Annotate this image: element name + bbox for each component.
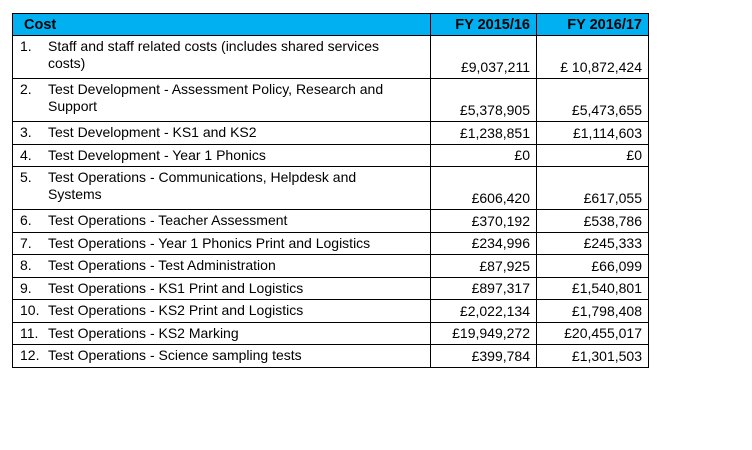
row-description [48,257,426,274]
row-desc-cell [13,232,431,255]
desc-wrap [20,302,426,319]
desc-wrap [20,212,426,229]
row-number: 12. [20,347,40,363]
fy-2015-16-cell: £399,784 [431,345,537,368]
desc-wrap [20,169,426,202]
fy-2016-17-cell: £245,333 [537,232,649,255]
desc-line: Test Operations - Science sampling tests [48,347,302,363]
desc-line: Test Operations - Year 1 Phonics Print and Logistics [48,234,371,251]
row-description [48,235,426,252]
row-description [48,280,426,297]
desc-line: Test Development - Year 1 Phonics [48,146,266,163]
cost-table-body [13,36,649,368]
table-row [13,210,649,233]
row-number: 6. [20,212,32,228]
header-row [13,14,649,36]
desc-wrap [20,147,426,164]
cost-table-header [13,14,649,36]
fy-2016-17-cell: £538,786 [537,210,649,233]
desc-line: Test Operations - Teacher Assessment [48,212,288,228]
fy-2016-17-cell: £1,114,603 [537,122,649,145]
row-number: 8. [20,257,32,273]
fy-2016-17-cell: £1,301,503 [537,345,649,368]
row-desc-cell [13,277,431,300]
row-description [48,124,426,141]
header-fy-2015-16: FY 2015/16 [431,14,537,36]
row-desc-cell [13,300,431,323]
row-number: 5. [20,169,32,185]
row-description [48,81,426,114]
desc-line: costs) [48,54,86,71]
row-desc-cell [13,122,431,145]
fy-2016-17-cell: £20,455,017 [537,322,649,345]
row-description [48,212,426,229]
header-fy-2016-17: FY 2016/17 [537,14,649,36]
row-description [48,38,426,71]
row-description [48,147,426,164]
table-row [13,232,649,255]
desc-line: Test Operations - Test Administration [48,257,276,273]
row-desc-cell [13,322,431,345]
row-desc-cell [13,255,431,278]
row-number: 4. [20,146,32,163]
row-number: 3. [20,124,32,140]
table-row [13,36,649,79]
desc-wrap [20,81,426,114]
fy-2015-16-cell: £234,996 [431,232,537,255]
desc-wrap [20,280,426,297]
desc-wrap [20,235,426,252]
fy-2016-17-cell: £0 [537,144,649,167]
table-row [13,167,649,210]
fy-2015-16-cell: £370,192 [431,210,537,233]
fy-2015-16-cell: £19,949,272 [431,322,537,345]
fy-2016-17-cell: £1,798,408 [537,300,649,323]
row-number: 1. [20,38,32,54]
fy-2015-16-cell: £1,238,851 [431,122,537,145]
table-row [13,122,649,145]
desc-line: Test Development - KS1 and KS2 [48,124,257,140]
desc-line: Test Operations - KS2 Marking [48,324,239,341]
desc-wrap [20,124,426,141]
fy-2015-16-cell: £9,037,211 [431,36,537,79]
table-row [13,144,649,167]
fy-2016-17-cell: £66,099 [537,255,649,278]
row-number: 10. [20,302,40,318]
fy-2015-16-cell: £5,378,905 [431,79,537,122]
table-row [13,322,649,345]
row-desc-cell [13,210,431,233]
row-number: 11. [20,324,39,341]
row-desc-cell [13,79,431,122]
desc-wrap [20,347,426,364]
row-desc-cell [13,36,431,79]
desc-wrap [20,257,426,274]
fy-2015-16-cell: £897,317 [431,277,537,300]
row-number: 7. [20,234,32,251]
row-desc-cell [13,345,431,368]
row-desc-cell [13,144,431,167]
desc-line: Support [48,97,98,114]
desc-line: Test Operations - Communications, Helpdesk and [48,169,357,185]
fy-2015-16-cell: £87,925 [431,255,537,278]
row-number: 9. [20,279,32,296]
table-row [13,277,649,300]
table-row [13,345,649,368]
fy-2016-17-cell: £5,473,655 [537,79,649,122]
table-row [13,79,649,122]
fy-2016-17-cell: £617,055 [537,167,649,210]
table-row [13,255,649,278]
desc-line: Test Operations - KS2 Print and Logistics [48,302,304,318]
desc-line: Test Operations - KS1 Print and Logistics [48,279,304,296]
row-number: 2. [20,81,32,97]
row-description [48,169,426,202]
cost-table [12,13,649,368]
desc-wrap [20,38,426,71]
desc-line: Systems [48,185,102,202]
fy-2015-16-cell: £0 [431,144,537,167]
fy-2015-16-cell: £2,022,134 [431,300,537,323]
header-cost: Cost [13,14,431,36]
fy-2016-17-cell: £1,540,801 [537,277,649,300]
row-description [48,325,426,342]
row-desc-cell [13,167,431,210]
fy-2016-17-cell: £ 10,872,424 [537,36,649,79]
desc-line: Staff and staff related costs (includes shared services [48,38,379,54]
desc-wrap [20,325,426,342]
row-description [48,347,426,364]
row-description [48,302,426,319]
fy-2015-16-cell: £606,420 [431,167,537,210]
table-row [13,300,649,323]
desc-line: Test Development - Assessment Policy, Research and [48,81,384,97]
